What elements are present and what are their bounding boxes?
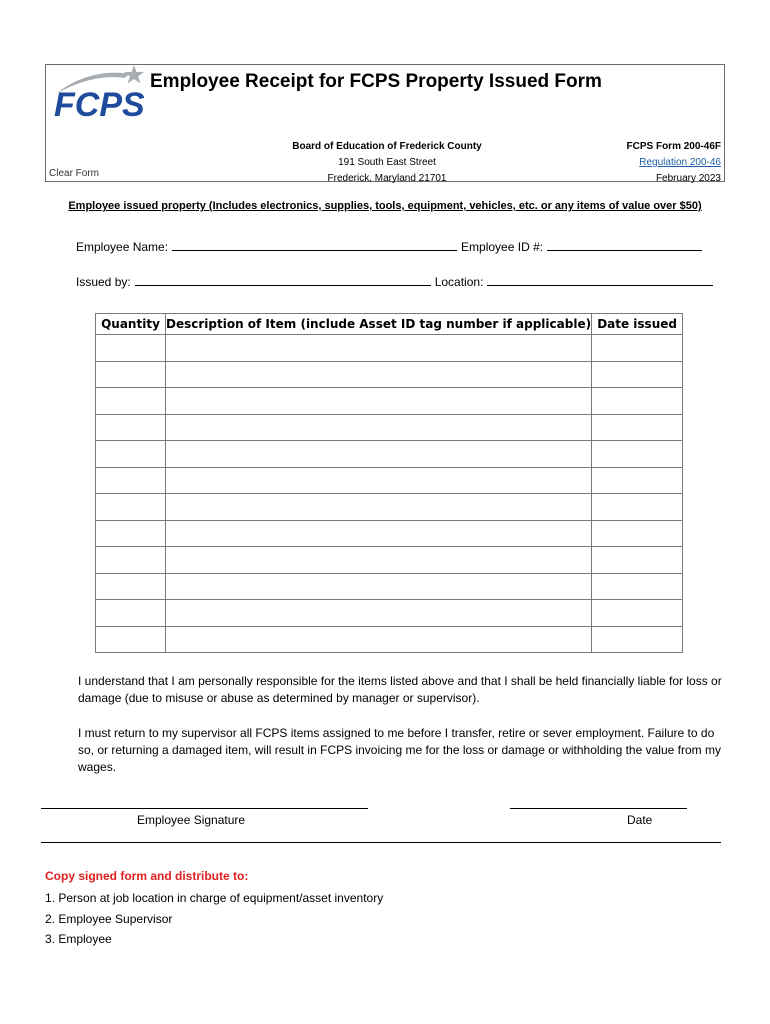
- date-issued-cell[interactable]: [592, 520, 683, 547]
- quantity-cell[interactable]: [96, 626, 166, 653]
- return-paragraph: I must return to my supervisor all FCPS items assigned to me before I transfer, retire or sever employment. Failure to do so, or returning a damaged item, will result in FCPS invoicing me for the loss or damage or withholding the value from my wages.: [78, 726, 721, 774]
- date-issued-cell[interactable]: [592, 547, 683, 574]
- distribution-item: 3. Employee: [45, 932, 112, 946]
- quantity-cell[interactable]: [96, 335, 166, 362]
- table-row: [96, 547, 683, 574]
- distribution-item: 1. Person at job location in charge of equipment/asset inventory: [45, 891, 384, 905]
- date-issued-header: Date issued: [592, 314, 683, 335]
- location-field[interactable]: [487, 273, 713, 286]
- form-info: [627, 139, 721, 187]
- items-table: [95, 313, 683, 653]
- date-issued-cell[interactable]: [592, 335, 683, 362]
- table-row: [96, 335, 683, 362]
- table-row: [96, 441, 683, 468]
- quantity-cell[interactable]: [96, 600, 166, 627]
- board-street: 191 South East Street: [338, 157, 436, 168]
- regulation-link[interactable]: Regulation 200-46: [639, 157, 721, 168]
- description-cell[interactable]: [166, 467, 592, 494]
- date-issued-cell[interactable]: [592, 388, 683, 415]
- table-row: [96, 414, 683, 441]
- location-label: Location:: [434, 275, 484, 289]
- description-cell[interactable]: [166, 361, 592, 388]
- quantity-header: Quantity: [96, 314, 166, 335]
- description-cell[interactable]: [166, 388, 592, 415]
- date-issued-cell[interactable]: [592, 573, 683, 600]
- table-row: [96, 494, 683, 521]
- table-row: [96, 467, 683, 494]
- description-header: Description of Item (include Asset ID tag number if applicable): [166, 314, 592, 335]
- date-issued-cell[interactable]: [592, 626, 683, 653]
- form-subtitle: Employee issued property (Includes electronics, supplies, tools, equipment, vehicles, etc. or any items of value over $50): [68, 200, 702, 212]
- distribution-item: 2. Employee Supervisor: [45, 911, 173, 926]
- employee-signature-label: Employee Signature: [137, 813, 246, 827]
- description-cell[interactable]: [166, 573, 592, 600]
- quantity-cell[interactable]: [96, 467, 166, 494]
- distribution-list: [45, 888, 383, 950]
- employee-id-field[interactable]: [547, 238, 702, 251]
- form-number: FCPS Form 200-46F: [626, 141, 721, 152]
- responsibility-paragraph: I understand that I am personally responsible for the items listed above and that I shall be held financially liable for loss or damage (due to misuse or abuse as determined by manager or supervisor).: [78, 674, 722, 705]
- table-row: [96, 573, 683, 600]
- divider-line: [41, 842, 721, 843]
- table-header-row: [96, 314, 683, 335]
- clear-form-button[interactable]: Clear Form: [49, 168, 100, 179]
- form-title: Employee Receipt for FCPS Property Issued Form: [150, 71, 602, 92]
- date-issued-cell[interactable]: [592, 467, 683, 494]
- description-cell[interactable]: [166, 520, 592, 547]
- employee-name-label: Employee Name:: [76, 240, 169, 254]
- table-row: [96, 600, 683, 627]
- board-address: [260, 139, 514, 187]
- quantity-cell[interactable]: [96, 361, 166, 388]
- quantity-cell[interactable]: [96, 573, 166, 600]
- date-label: Date: [627, 813, 653, 827]
- board-name: Board of Education of Frederick County: [292, 141, 482, 152]
- table-row: [96, 361, 683, 388]
- table-row: [96, 388, 683, 415]
- date-issued-cell[interactable]: [592, 600, 683, 627]
- date-issued-cell[interactable]: [592, 441, 683, 468]
- board-city: Frederick, Maryland 21701: [327, 173, 447, 184]
- description-cell[interactable]: [166, 335, 592, 362]
- quantity-cell[interactable]: [96, 547, 166, 574]
- description-cell[interactable]: [166, 414, 592, 441]
- quantity-cell[interactable]: [96, 414, 166, 441]
- employee-signature-line[interactable]: [41, 808, 368, 809]
- description-cell[interactable]: [166, 547, 592, 574]
- form-date: February 2023: [655, 173, 721, 184]
- quantity-cell[interactable]: [96, 388, 166, 415]
- table-row: [96, 626, 683, 653]
- description-cell[interactable]: [166, 626, 592, 653]
- quantity-cell[interactable]: [96, 441, 166, 468]
- employee-id-label: Employee ID #:: [461, 240, 544, 254]
- issued-by-field[interactable]: [135, 273, 431, 286]
- quantity-cell[interactable]: [96, 494, 166, 521]
- employee-name-field[interactable]: [172, 238, 457, 251]
- distribution-title: Copy signed form and distribute to:: [45, 869, 249, 883]
- date-issued-cell[interactable]: [592, 361, 683, 388]
- date-issued-cell[interactable]: [592, 494, 683, 521]
- fcps-logo: [50, 64, 146, 122]
- employee-row: [76, 238, 706, 254]
- description-cell[interactable]: [166, 441, 592, 468]
- items-table-body: [96, 335, 683, 653]
- date-issued-cell[interactable]: [592, 414, 683, 441]
- date-line[interactable]: [510, 808, 687, 809]
- description-cell[interactable]: [166, 494, 592, 521]
- table-row: [96, 520, 683, 547]
- logo-text: FCPS: [54, 86, 145, 122]
- description-cell[interactable]: [166, 600, 592, 627]
- issued-row: [76, 273, 717, 289]
- issued-by-label: Issued by:: [76, 275, 131, 289]
- quantity-cell[interactable]: [96, 520, 166, 547]
